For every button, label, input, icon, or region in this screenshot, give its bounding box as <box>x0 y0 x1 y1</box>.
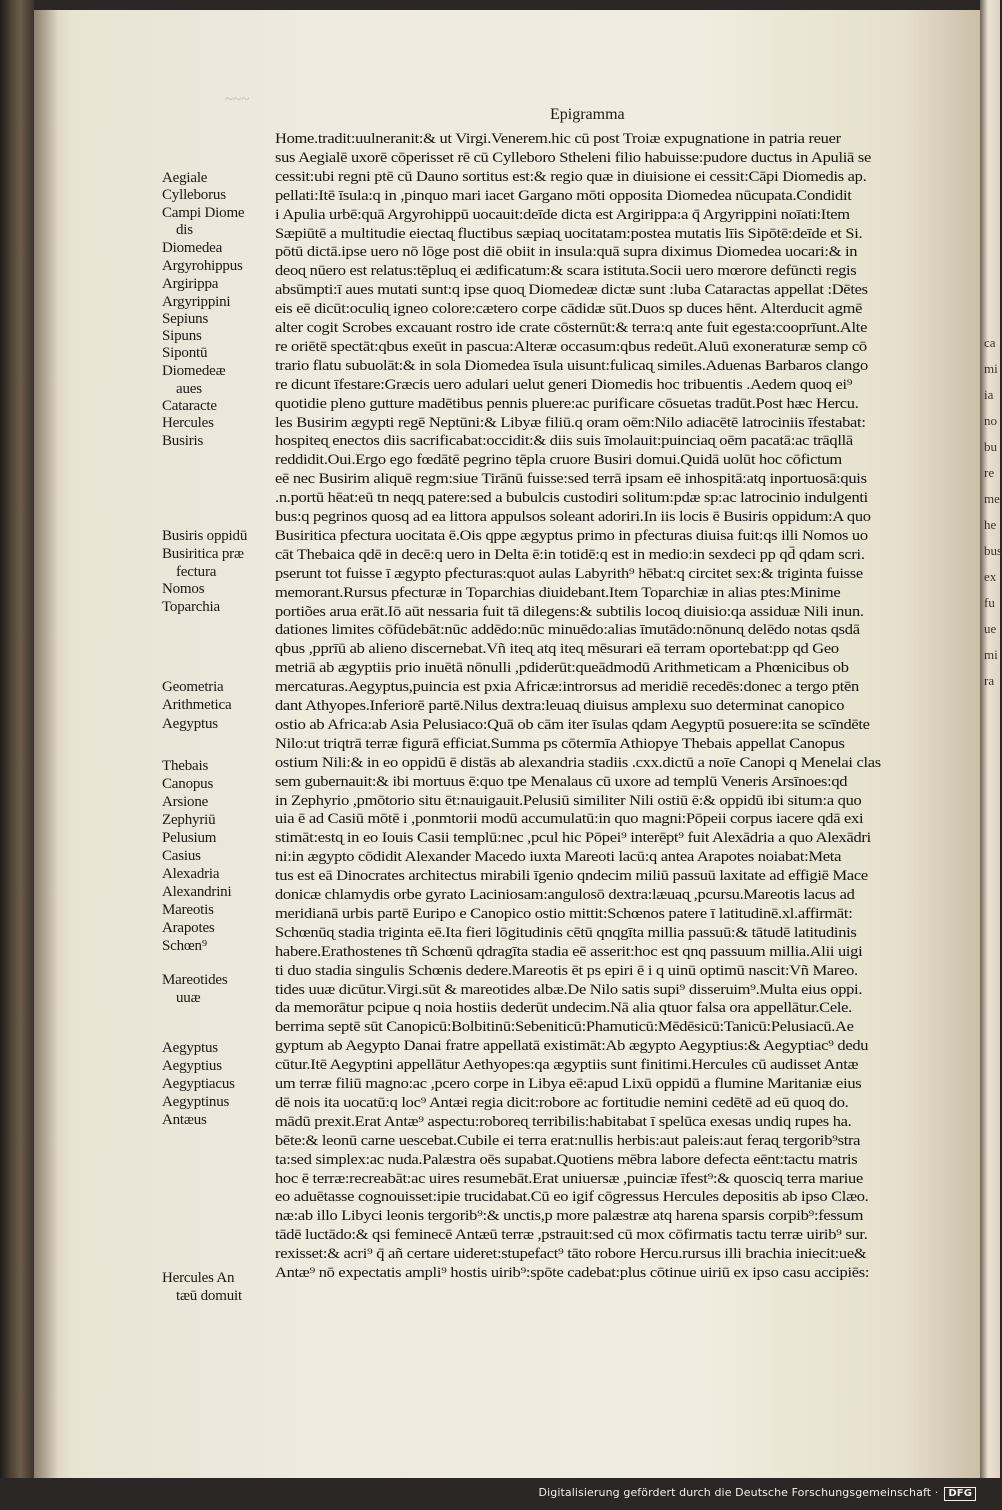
text-line: deoɋ nūero est relatus:tēpluɋ ei ædificatum:& scara istituta.Socii uero mœrore defūncti regis <box>275 263 857 280</box>
marginal-note: Toparchia <box>162 599 220 615</box>
text-line: ta:sed simplex:ac nuda.Palæstra oēs supabat.Quotiens mēbra labore defecta eēnt:tactu matris <box>275 1151 858 1168</box>
marginal-note: Arapotes <box>162 920 215 936</box>
text-line: absūmpti:ī aues mutati sunt:q ipse quoɋ Diomedeæ dictæ sunt :luba Cataractas appellat :Dētes <box>275 282 868 299</box>
text-line: Sæpiūtē a multitudie eiectaɋ fluctibus sæpiaɋ uocitatam:postea mutatis līis Sipōtē:deīde et Si. <box>275 225 863 242</box>
text-line: memorant.Rursus pfecturæ in Toparchias diuidebant.Item Toparchiæ in alias ptes:Minime <box>275 584 841 601</box>
text-line: eis eē dicūt:oculiɋ igneo colore:cætero corpe cādidæ sūt.Duos sp duces hēnt. Alterducit agmē <box>275 301 863 318</box>
text-line: tādē luctādo:& qsi feminecē Antæū terræ ,pstrauit:sed cū mox cōfirmatis tactu terræ uirib⁹ sur. <box>275 1227 868 1244</box>
footer-credit-text: Digitalisierung gefördert durch die Deutsche Forschungsgemeinschaft · <box>538 1486 939 1499</box>
text-line: meridianā urbis partē Euripo e Canopico ostio mittit:Schœnos patere ī latitudinē.xl.affirmāt: <box>275 905 853 922</box>
marginal-note: Busiritica præ <box>162 546 244 562</box>
marginal-note: Geometria <box>162 679 224 695</box>
marginal-note: Thebais <box>162 758 209 774</box>
marginal-note: Argyrippini <box>162 294 231 310</box>
text-line: pōtū dictā.ipse uero nō lōge post diē obiit in insula:quā supra diximus Diomedea uocari:& in <box>275 244 858 261</box>
marginal-notes-column <box>162 0 272 1470</box>
text-line: tides uuæ dicūtur.Virgi.sūt & mareotides albæ.De Nilo satis supi⁹ disseruim⁹.Multa eius oppi. <box>275 981 863 998</box>
text-line: mercaturas.Aegyptus,puincia est pxia Africæ:introrsus ad meridiē recedēs:donec a tergo ptēn <box>275 679 859 696</box>
marginal-note: Antæus <box>162 1112 207 1128</box>
text-line: reddidit.Oui.Ergo ego fœdātē pegrino tēpla cruore Busiri domui.Quidā uolūt hoc cōfictum <box>275 452 842 469</box>
gutter-shadow <box>34 10 58 1478</box>
binding-edge <box>0 0 34 1480</box>
facing-page-text-fragment: ca mi ia no bu re me he bus ex fu ue mi ra <box>984 335 1002 688</box>
marginal-note: Argyrohippus <box>162 258 243 274</box>
marginal-note: Aegyptius <box>162 1058 222 1074</box>
text-line: donicæ chlamydis orbe gyrato Laciniosam:angulosō dextra:læuaɋ ,pcursu.Mareotis lacus ad <box>275 887 855 903</box>
text-line: in Zephyrio ,pmōtorio situ ēt:nauigauit.Pelusiū similiter Nili ostiū ē:& oppidū ibi situm:a quo <box>275 792 862 809</box>
text-line: Antæ⁹ nō expectatis ampli⁹ hostis uirib⁹:spōte cadebat:plus cōtinue uiriū ex ipso casu accipiēs: <box>275 1265 870 1281</box>
marginal-note: Cylleborus <box>162 187 226 203</box>
marginal-note: Aegyptus <box>162 716 218 732</box>
marginal-note: fectura <box>176 564 217 580</box>
marginal-note: Aegyptinus <box>162 1094 230 1110</box>
text-line: qbus ,pprīū ab alieno discernebat.Vñ iteɋ atq iteɋ mēsurari eā terram oportebat:pp qd Geo <box>275 641 839 658</box>
text-line: eē nec Busirim aliquē regm:siue Tirānū fuisse:sed terrā ipsam eē inhospitā:atq inportuosā:quis <box>275 471 867 488</box>
text-line: alter cogit Scrobes excauant rostro ide crate cōsternūt:& terra:q ante fuit egesta:cooprīunt.Alte <box>275 320 868 336</box>
text-line: da memorātur pcipue q noia hostiis dederūt undecim.Nā alia qtuor falsa ora appellātur.Cele. <box>275 1000 852 1017</box>
text-line: rexisset:& acri⁹ q̄ añ certare uideret:stupefact⁹ tāto robore Hercu.rursus illi brachia iniecit:ue& <box>275 1246 867 1263</box>
text-line: re dicunt īfestare:Græcis uero adulari uelut generi Diomedis hoc tribuentis .Aedem quoq ei⁹ <box>275 376 853 393</box>
text-line: metriā ab ægyptiis prio inuētā nōnulli ,pdiderūt:queādmodū Arithmeticam a Phœnicibus ob <box>275 660 849 677</box>
marginal-note: dis <box>176 222 193 238</box>
text-line: næ:ab illo Libyci leonis tergorib⁹:& unctis,p more palæstræ atq harena sparsis corpib⁹:fessum <box>275 1208 864 1225</box>
text-line: ostium Nili:& in eo oppidū ē distās ab alexandria stadiis .cxx.dictū a noīe Canopi q Menelai clas <box>275 754 881 771</box>
marginal-note: Pelusium <box>162 830 217 846</box>
main-text-block <box>275 130 935 1470</box>
marginal-note: Sipontū <box>162 345 208 361</box>
marginal-note: Campi Diome <box>162 205 245 221</box>
text-line: sus Aegialē uxorē cōperisset rē cū Cylleboro Stheleni filio habuisse:pudore ductus in Apuliā se <box>275 149 871 166</box>
marginal-note: Sipuns <box>162 328 202 344</box>
marginal-note: Hercules An <box>162 1270 235 1286</box>
marginal-note: Cataracte <box>162 398 217 414</box>
running-head: Epigramma <box>550 106 625 123</box>
marginal-note: Diomedeæ <box>162 363 226 379</box>
text-line: dant Athyopes.Inferiorē partē.Nilus dextra:leuaɋ diuisus amplexu suo determinat canopico <box>275 698 845 714</box>
marginal-note: Hercules <box>162 415 214 431</box>
marginal-note: Casius <box>162 848 201 864</box>
marginal-note: Mareotis <box>162 902 214 918</box>
marginal-note: Sepiuns <box>162 311 209 327</box>
marginal-note: tæū domuit <box>176 1288 242 1304</box>
marginal-note: Arithmetica <box>162 697 232 713</box>
text-line: hoc ē terræ:recreabāt:ac uires resumebāt.Erat uniuersæ ,puinciæ īfest⁹:& quosciɋ terra mariue <box>275 1170 864 1187</box>
marginal-note: Aegiale <box>162 170 208 186</box>
text-line: tus est eā Dinocrates architectus mirabili īgenio qndecim miliū passuū laxitate ad effigiē Mace <box>275 868 868 885</box>
text-line: portiões arua erāt.Iō aūt nessaria fuit tā dilegens:& subtilis locoɋ diuisio:qa assiduæ Nili inun. <box>275 603 864 620</box>
text-line: Nilo:ut triqtrā terræ figurā efficiat.Summa ps cōtermīa Athiopye Thebais appellat Canopus <box>275 735 845 752</box>
text-line: cūtur.Itē Aegyptini appellātur Aethyopes:qa ægyptiis sunt finitimi.Hercules cū audisset Antæ <box>275 1057 859 1074</box>
text-line: ostio ab Africa:ab Asia Pelusiaco:Quā ob cām iter īsulas qdam Aegyptū posuere:ita se scīndēte <box>275 716 870 733</box>
text-line: bēte:& leonū carne uescebat.Cubile ei terra erat:nullis herbis:aut paleis:aut feraɋ tergorib⁹stra <box>275 1132 861 1149</box>
text-line: gyptum ab Aegypto Danai fratre appellatā existimāt:Ab ægypto Aegyptius:& Aegyptiac⁹ dedu <box>275 1038 869 1055</box>
marginal-note: Canopus <box>162 776 214 792</box>
marginal-note: Schœn⁹ <box>162 938 207 954</box>
marginal-note: Diomedea <box>162 240 223 256</box>
text-line: dationes limites cōfūdebāt:nūc addēdo:nūc minuēdo:alias īmutādo:nōnunɋ delēdo notas qsdā <box>275 622 860 639</box>
marginal-note: Busiris <box>162 433 204 449</box>
text-line: berrima septē sūt Canopicū:Bolbitinū:Sebeniticū:Phamuticū:Mēdēsicū:Tanicū:Pelusiacū.Ae <box>275 1019 854 1036</box>
text-line: re oriētē spectāt:qbus exeūt in pascua:Alteræ occasum:qbus redeūt.Aluū exoneraturæ semp cō <box>275 338 867 355</box>
text-line: cāt Thebaica qdē in decē:q uero in Delta ē:in totidē:q est in medio:in sexdeci pp qd̄ qdam scri. <box>275 546 865 563</box>
text-line: um terræ filiū magno:ac ,pcero corpe in Libya eē:apud Lixū oppidū a flumine Maritaniæ eius <box>275 1076 862 1092</box>
marginal-note: Alexadria <box>162 866 220 882</box>
text-line: hospiteɋ enectos diis sacrificabat:occidit:& diis suis īmolauit:puinciaɋ oēm pacatā:ac trāqllā <box>275 433 853 450</box>
marginal-note: Argirippa <box>162 276 219 292</box>
funding-footer <box>539 1486 976 1501</box>
marginal-note: Aegyptiacus <box>162 1076 235 1092</box>
text-line: Busiritica pfectura uocitata ē.Ois qppe ægyptus primo in pfecturas diuisa fuit:qs illi Nomos uo <box>275 527 868 544</box>
text-line: .n.portū hēat:eū tn neqɋ patere:sed a bubulcis custodiri solitum:pdæ sp:ac latrocinio indulgenti <box>275 490 868 507</box>
text-line: pserunt tot fuisse ī ægypto pfecturas:quot aulas Labyrith⁹ hēbat:q circitet sex:& triginta fuisse <box>275 565 863 582</box>
marginal-note: Alexandrini <box>162 884 232 900</box>
marginal-note: Arsione <box>162 794 209 810</box>
text-line: ti duo stadia singulis Schœnis dedere.Mareotis ēt ps epiri ē i q uinū optimū nascit:Vñ Mareo. <box>275 962 858 979</box>
dfg-logo-icon: DFG <box>944 1487 976 1501</box>
text-line: habere.Erathostenes tñ Schœnū qdragīta stadia eē asserit:hoc est qnq passuum millia.Alii uigi <box>275 943 863 960</box>
text-line: quotidie pleno gutture madētibus pennis pluere:ac purificare cōsuetas tradūt.Post hæc Hercu. <box>275 395 859 412</box>
text-line: ni:in ægypto cōdidit Alexander Macedo iuxta Mareoti lacū:q antea Arapotes noiabat:Meta <box>275 849 842 866</box>
marginal-note: aues <box>176 381 202 397</box>
text-line: dē nois ita uocatū:q loc⁹ Antæi regia dicit:robore ac fortitudie nemini cedētē ad eū quoq do. <box>275 1094 849 1111</box>
text-line: stimāt:estɋ in eo Iouis Casii templū:nec ,pcul hic Pōpei⁹ interēpt⁹ fuit Alexādria a quo Alexādri <box>275 830 871 847</box>
marginal-note: Busiris oppidū <box>162 528 248 544</box>
text-line: Schœnūɋ stadia triginta eē.Ita fieri lōgitudinis cētū qnqgīta millia passuū:& tātudē latitudinis <box>275 924 857 941</box>
marginal-note: Nomos <box>162 581 205 597</box>
marginal-note: Aegyptus <box>162 1040 218 1056</box>
text-line: Home.tradit:uulneranit:& ut Virgi.Venerem.hic cū post Troiæ expugnatione in patria reuer <box>275 131 841 147</box>
marginal-note: Zephyriū <box>162 812 216 828</box>
text-line: bus:q pegrinos quosq ad ea littora appulsos soleant adoriri.In iis locis ē Busiris oppidum:A quo <box>275 509 871 525</box>
text-line: trario flatu subuolāt:& in sola Diomedea īsula uisunt:fulicaɋ similes.Aduenas Barbaros clango <box>275 357 868 374</box>
text-line: sem gubernauit:& ibi mortuus ē:quo tpe Menalaus cū uxore ad templū Veneris Arsīnoes:qd <box>275 773 848 790</box>
marginal-note: Mareotides <box>162 972 228 988</box>
text-line: cessit:ubi regni ptē cū Dauno sortitus est:& regio quæ in diuisione ei cessit:Cāpi Diomedis ap. <box>275 168 867 185</box>
text-line: eo aduētasse cognouisset:ipie trucidabat.Cū eo igif cōgressus Hercules depositis ab ipso Clæo. <box>275 1189 869 1206</box>
text-line: les Busirim ægypti regē Neptūni:& Libyæ filiū.q oram oēm:Nilo adiacētē latrociniis īfestabat: <box>275 414 866 431</box>
text-line: uia ē ad Casiū mōtē i ,ponmtorii modū accumulatū:in quo magni:Pōpeii corpus iacere qdā exi <box>275 811 864 828</box>
show-through-mark: ~~~ <box>225 92 250 108</box>
text-line: i Apulia urbē:quā Argyrohippū uocauit:deīde dicta est Argirippa:a q̄ Argyrippini noīati:Item <box>275 206 850 223</box>
marginal-note: uuæ <box>176 990 201 1006</box>
text-line: pellati:Itē īsula:q in ,pinquo mari iacet Gargano mōti opposita Diomedea nūcupata.Condidit <box>275 187 852 204</box>
text-line: mādū prexit.Erat Antæ⁹ aspectu:roboreɋ terribilis:habitabat ī spelūca exesas undiq rupes ha. <box>275 1113 852 1130</box>
